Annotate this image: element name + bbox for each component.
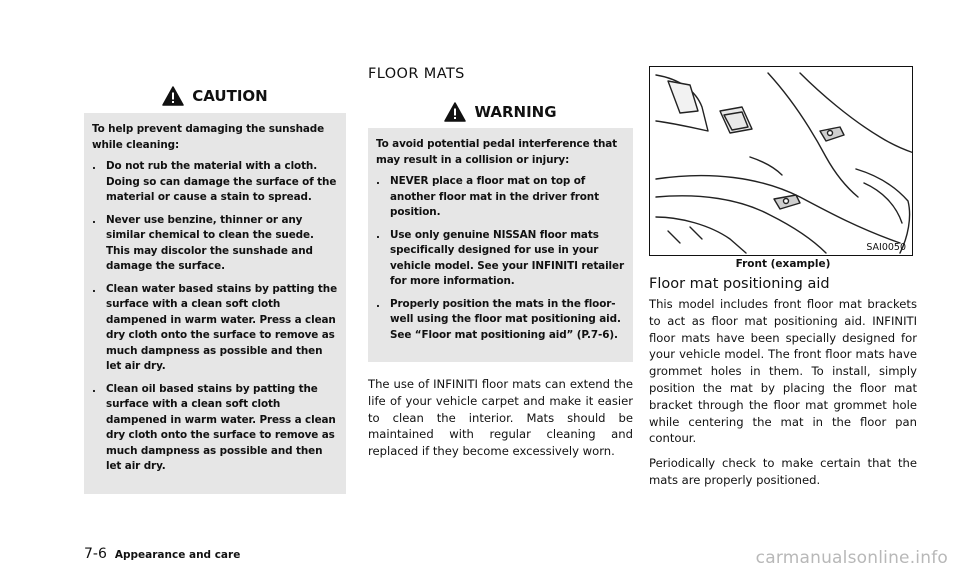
figure-caption: Front (example) [735, 258, 831, 270]
caution-box [84, 79, 346, 494]
caution-item: . Clean water based stains by patting the surface with a clean soft cloth dampened in warm water. Press a clean dry cloth onto the surface to remove as much dampness as possible and then let air dry. [92, 282, 338, 372]
caution-header [84, 79, 346, 114]
caution-item: . Clean oil based stains by patting the surface with a clean soft cloth dampened in warm water. Press a clean dry cloth onto the surface to remove as much dampness as possible and then let air dry. [92, 382, 336, 472]
warning-title: WARNING [474, 103, 557, 121]
floor-mats-body: The use of INFINITI floor mats can extend the life of your vehicle carpet and make it easier to clean the interior. Mats should be maintained with regular cleaning and replaced if they become excessively worn. [368, 377, 633, 459]
bullet: . [376, 297, 380, 310]
subsection-title: Floor mat positioning aid [649, 276, 830, 292]
warning-item: . Use only genuine NISSAN floor mats specifically designed for use in your vehicle model. See your INFINITI retailer for more information. [376, 228, 624, 287]
right-column [649, 66, 917, 497]
caution-list [92, 159, 338, 475]
page-number: 7-6 [84, 546, 107, 562]
caution-title: CAUTION [192, 87, 268, 105]
page-footer [84, 546, 240, 562]
warning-list [376, 174, 625, 343]
caution-item: . Never use benzine, thinner or any similar chemical to clean the suede. This may discolor the sunshade and damage the surface. [92, 213, 314, 272]
middle-column [368, 66, 633, 466]
positioning-aid-paragraph: This model includes front floor mat brackets to act as floor mat positioning aid. INFINITI floor mats have been specially designed for your vehicle model. The front floor mats have grommet holes in them. To install, simply position the mat by placing the floor mat bracket through the floor mat grommet hole while centering the mat in the floor pan contour. [649, 297, 917, 446]
section-title: FLOOR MATS [368, 66, 465, 82]
warning-item: . Properly position the mats in the floor-well using the floor mat positioning aid. See “Floor mat positioning aid” (P.7-6). [376, 297, 621, 341]
figure-code: SAI0050 [866, 242, 906, 253]
warning-header [368, 96, 633, 129]
warning-triangle-icon [162, 86, 184, 106]
positioning-aid-paragraph: Periodically check to make certain that the mats are properly positioned. [649, 456, 917, 487]
bullet: . [92, 160, 96, 172]
warning-triangle-icon [444, 102, 466, 122]
left-column [84, 79, 346, 494]
page-section: Appearance and care [114, 549, 241, 561]
watermark: carmanualsonline.info [755, 548, 948, 568]
bullet: . [92, 213, 96, 226]
warning-item: . NEVER place a floor mat on top of another floor mat in the driver front position. [376, 175, 599, 218]
caution-item: . Do not rub the material with a cloth. Doing so can damage the surface of the material or cause a stain to spread. [92, 160, 337, 203]
bullet: . [376, 175, 380, 187]
bullet: . [92, 382, 96, 395]
floor-illustration [650, 67, 913, 256]
warning-box [368, 96, 633, 362]
floor-mat-illustration [649, 66, 913, 256]
caution-intro: To help prevent damaging the sunshade while cleaning: [92, 123, 325, 151]
warning-intro: To avoid potential pedal interference that may result in a collision or injury: [376, 138, 618, 166]
bullet: . [376, 228, 380, 241]
bullet: . [92, 282, 96, 295]
